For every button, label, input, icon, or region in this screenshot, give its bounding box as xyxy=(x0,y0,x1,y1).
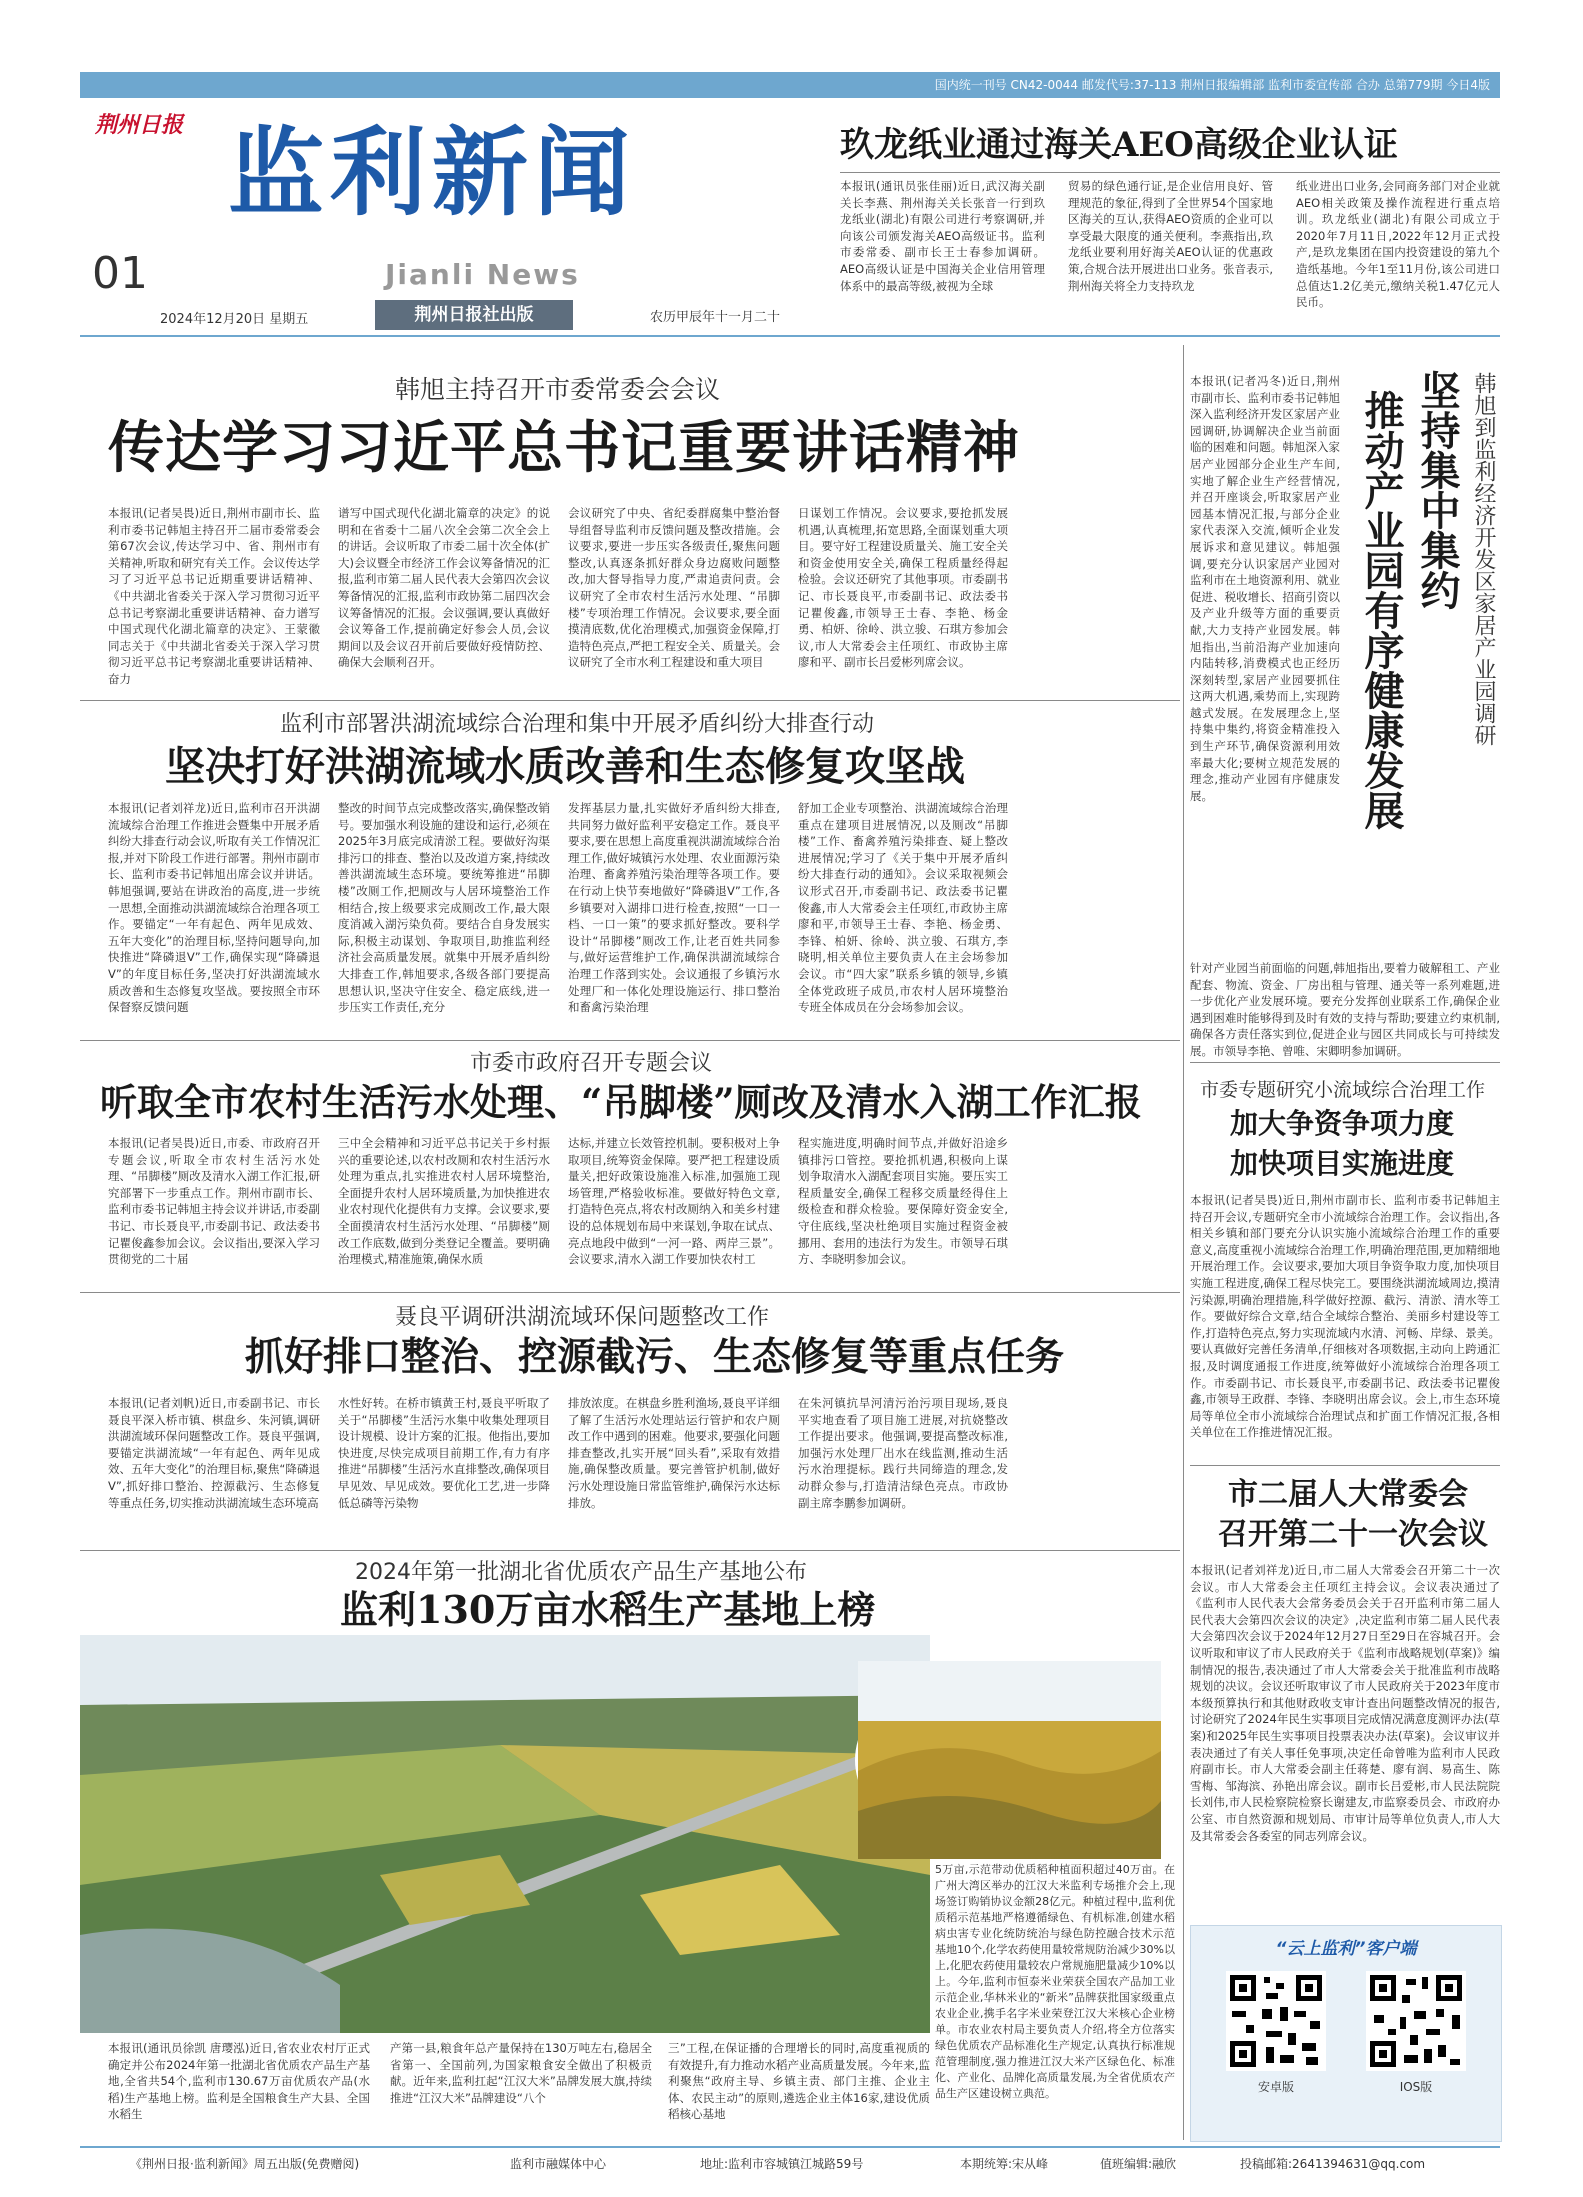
story1-col-3: 会议研究了中央、省纪委群腐集中整治督导组督导监利市反馈问题及整改措施。会议要求,要进一步压实各级责任,聚焦问题整改,认真逐条抓好群众身边腐败问题整改,加大督导指导力度,严肃追责问责。会议研究了全市农村生活污水处理、“吊脚楼”专项治理工作情况。会议要求,要全面摸清底数,优化治理模式,加强资金保障,打造特色亮点,严把工程安全关、质量关。会议研究了全市水利工程建设和重大项目 xyxy=(568,506,780,670)
right-story1-col-2: 针对产业园当前面临的问题,韩旭指出,要着力破解租工、产业配套、物流、资金、厂房出租与管理、通关等一系列难题,进一步优化产业发展环境。要充分发挥创业联系工作,确保企业遇到困难时能够得到及时有效的支持与帮助;要建立约束机制,确保各方责任落实到位,促进企业与园区共同成长与可持续发展。市领导李艳、曾唯、宋卿明参加调研。 xyxy=(1190,961,1500,1058)
footer-coordinator: 本期统筹:宋从峰 xyxy=(960,2157,1049,2171)
story4-headline: 抓好排口整治、控源截污、生态修复等重点任务 xyxy=(245,1334,1065,1380)
story3-bottom-rule xyxy=(80,1292,1180,1293)
footer xyxy=(80,2150,1500,2178)
story4-col-3: 排放浓度。在棋盘乡胜利渔场,聂良平详细了解了生活污水处理站运行管护和农户厕改工作中遇到的困难。他要求,要强化问题排查整改,扎实开展“回头看”,采取有效措施,确保整改质量。要完善管护机制,做好污水处理设施日常监管维护,确保污水达标排放。 xyxy=(568,1396,780,1510)
publisher-badge: 荆州日报社出版 xyxy=(375,300,573,330)
story2-bottom-rule xyxy=(80,1040,1180,1041)
footer-media-center: 监利市融媒体中心 xyxy=(510,2157,607,2171)
story1-kicker: 韩旭主持召开市委常委会会议 xyxy=(395,375,721,404)
story1-col-2: 谱写中国式现代化湖北篇章的决定》的说明和在省委十二届八次全会第二次全会上的讲话。会议听取了市委二届十次全体(扩大)会议暨全市经济工作会议筹备情况的汇报,监利市第二届人民代表大会第四次会议筹备情况的汇报,监利市政协第二届四次会议筹备情况的汇报。会议强调,要认真做好会议筹备工作,提前确定好参会人员,会议期间以及会议召开前后要做好疫情防控、确保大会顺利召开。 xyxy=(338,506,550,670)
qr-pattern-icon xyxy=(1366,1971,1466,2071)
story4-bottom-rule xyxy=(80,1550,1180,1551)
story4-kicker: 聂良平调研洪湖流域环保问题整改工作 xyxy=(395,1305,770,1330)
top-story-headline: 玖龙纸业通过海关AEO高级企业认证 xyxy=(840,125,1398,165)
right-story2-bottom-rule xyxy=(1190,1465,1500,1466)
top-info-bar xyxy=(80,72,1500,98)
right-story2-body: 本报讯(记者吴畏)近日,荆州市副市长、监利市委书记韩旭主持召开会议,专题研究全市小流域综合治理工作。会议指出,各相关乡镇和部门要充分认识实施小流域综合治理工作的重要意义,高度重视小流域综合治理工作,明确治理范围,更加精细地开展治理工作。会议要求,要加大项目争资争取力度,加快项目实施工程进度,确保工程尽快完工。要围绕洪湖流域周边,摸清污染源,明确治理措施,科学做好控源、截污、清淤、清水等工作。要做好综合文章,结合全域综合整治、美丽乡村建设等工作,打造特色亮点,努力实现流域内水清、河畅、岸绿、景美。要认真做好完善任务清单,仔细核对各项数据,主动向上跨通汇报,及时调度通报工作进度,统筹做好小流域综合治理各项工作。市委副书记、市长聂良平,市委副书记、政法委书记瞿俊鑫,市领导王政群、李锋、李晓明出席会议。会上,市生态环境局等单位全市小流域综合治理试点和扩面工作情况汇报,各相关单位在工作推进情况汇报。 xyxy=(1190,1193,1500,1440)
story5-col-4: 5万亩,示范带动优质稻种植面积超过40万亩。在广州大湾区举办的江汉大米监利专场推介会上,现场签订购销协议金额28亿元。种植过程中,监利优质稻示范基地严格遵循绿色、有机标准,创建水稻病虫害专业化统防统治与绿色防控融合技术示范基地10个,化学农药使用量较常规防治减少30%以上,化肥农药使用量较农户常规施肥量减少10%以上。今年,监利市恒泰米业荣获全国农产品加工业示范企业,华林米业的“新米”品牌获批国家级重点农业企业,携手名字米业荣登江汉大米核心企业榜单。市农业农村局主要负责人介绍,将全方位落实绿色优质农产品标准化生产规定,认真执行标准规范管理制度,强力推进江汉大米产区绿色化、标准化、产业化、品牌化高质量发展,为全省优质农产品生产区建设树立典范。 xyxy=(935,1863,1175,2100)
story1-bottom-rule xyxy=(80,700,1180,701)
android-qr-code[interactable] xyxy=(1226,1971,1326,2071)
right-story1-kicker: 韩旭到监利经济开发区家居产业园调研 xyxy=(1471,372,1496,746)
right-story3-headline-1: 市二届人大常委会 xyxy=(1228,1477,1468,1512)
issue-date: 2024年12月20日 星期五 xyxy=(160,312,309,327)
story5-col-1: 本报讯(通讯员徐凯 唐璎泓)近日,省农业农村厅正式确定并公布2024年第一批湖北省优质农产品生产基地,全省共54个,监利市130.67万亩优质农产品(水稻)生产基地上榜。监利是全国粮食生产大县、全国水稻生 xyxy=(108,2041,370,2122)
story5-col-2: 产第一县,粮食年总产量保持在130万吨左右,稳居全省第一、全国前列,为国家粮食安全做出了积极贡献。近年来,监利扛起“江汉大米”品牌发展大旗,持续推进“江汉大米”品牌建设“八个 xyxy=(390,2041,652,2105)
ios-label: IOS版 xyxy=(1399,2080,1433,2094)
right-story3-headline-2: 召开第二十一次会议 xyxy=(1218,1517,1488,1552)
right-column-divider xyxy=(1183,345,1184,2140)
rice-illustration xyxy=(858,1661,1161,1859)
story2-col-4: 舒加工企业专项整治、洪湖流域综合治理重点在建项目进展情况,以及厕改“吊脚楼”工作、畜禽养殖污染排查、疑上整改进展情况;学习了《关于集中开展矛盾纠纷大排查行动的通知》。会议采取视频会议形式召开,市委副书记、政法委书记瞿俊鑫,市人大常委会主任项红,市政协主席廖和平,市领导王士春、李艳、杨金勇、李锋、柏妍、徐岭、洪立骏、石琪方,李晓明,相关单位主要负责人在主会场参加会议。市“四大家”联系乡镇的领导,乡镇全体党政班子成员,市农村人居环境整治专班全体成员在分会场参加会议。 xyxy=(798,801,1008,1015)
ios-qr-code[interactable] xyxy=(1366,1971,1466,2071)
story3-col-4: 程实施进度,明确时间节点,并做好沿途乡镇排污口管控。要抢抓机遇,积极向上谋划争取清水入湖配套项目实施。要压实工程质量安全,确保工程移交质量经得住上级检查和群众检验。要保障好资金安全,守住底线,坚决杜绝项目实施过程资金被挪用、套用的违法行为发生。市领导石琪方、李晓明参加会议。 xyxy=(798,1136,1008,1267)
masthead-title: 监利新闻 xyxy=(228,116,636,229)
right-story3-body: 本报讯(记者刘祥龙)近日,市二届人大常委会召开第二十一次会议。市人大常委会主任项红主持会议。会议表决通过了《监利市人民代表大会常务委员会关于召开监利市第二届人民代表大会第四次会议的决定》,决定监利市第二届人民代表大会第四次会议于2024年12月27日至29日在容城召开。会议听取和审议了市人民政府关于《监利市战略规划(草案)》编制情况的报告,表决通过了市人大常委会关于批准监利市战略规划的决议。会议还听取审议了市人民政府关于2023年度市本级预算执行和其他财政收支审计查出问题整改情况的报告,讨论研究了2024年民生实事项目完成情况满意度测评办法(草案)和2025年民生实事项目投票表决办法(草案)。会议审议并表决通过了有关人事任免事项,决定任命曾唯为监利市人民政府副市长。市人大常委会副主任蒋楚、廖有润、易高生、陈雪梅、邹海滨、孙艳出席会议。副市长吕爱彬,市人民法院院长刘伟,市人民检察院检察长谢建友,市监察委员会、市政府办公室、市自然资源和规划局、市审计局等单位负责人,市人大及其常委会各委室的同志列席会议。 xyxy=(1190,1563,1500,1843)
right-story1-headline-2: 推动产业园有序健康发展 xyxy=(1358,390,1405,830)
masthead-subtitle: Jianli News xyxy=(385,258,580,291)
right-story2-kicker: 市委专题研究小流域综合治理工作 xyxy=(1200,1079,1486,1101)
footer-rule xyxy=(80,2146,1500,2148)
newspaper-logo: 荆州日报 xyxy=(95,112,184,138)
story5-kicker: 2024年第一批湖北省优质农产品生产基地公布 xyxy=(355,1560,807,1585)
top-story-col-2: 贸易的绿色通行证,是企业信用良好、管理规范的象征,得到了全世界54个国家地区海关的互认,获得AEO资质的企业可以享受最大限度的通关便利。李燕指出,玖龙纸业要利用好海关AEO认证的优惠政策,合规合法开展进出口业务。张音表示,荆州海关将全力支持玖龙 xyxy=(1068,179,1273,293)
story4-col-2: 水性好转。在桥市镇黄王村,聂良平听取了关于“吊脚楼”生活污水集中收集处理项目设计规模、设计方案的汇报。他指出,要加快进度,尽快完成项目前期工作,有力有序推进“吊脚楼”生活污水直排整改,确保项目早见效、早见成效。要优化工艺,进一步降低总磷等污染物 xyxy=(338,1396,550,1510)
story3-col-3: 达标,并建立长效管控机制。要积极对上争取项目,统筹资金保障。要严把工程建设质量关,把好政策设施准入标准,加强施工现场管理,严格验收标准。要做好特色文章,打造特色亮点,将农村改厕纳入和美乡村建设的总体规划布局中来谋划,争取在试点、亮点地段中做到“一河一路、两岸三景”。会议要求,清水入湖工作要加快农村工 xyxy=(568,1136,780,1267)
story2-col-3: 发挥基层力量,扎实做好矛盾纠纷大排查,共同努力做好监利平安稳定工作。聂良平要求,要在思想上高度重视洪湖流域综合治理工作,做好城镇污水处理、农业面源污染治理、畜禽养殖污染治理等各项工作。要在行动上快节奏地做好“降磷退V”工作,各乡镇要对入湖排口进行检查,按照“一口一档、一口一策”的要求抓好整改。要科学设计“吊脚楼”厕改工作,让老百姓共同参与,做好运营维护工作,确保洪湖流域综合治理工作落到实处。会议通报了乡镇污水处理厂和一体化处理设施运行、排口整治和畜禽污染治理 xyxy=(568,801,780,1015)
app-download-box xyxy=(1190,1925,1502,2142)
story5-headline: 监利130万亩水稻生产基地上榜 xyxy=(340,1587,876,1632)
story2-col-2: 整改的时间节点完成整改落实,确保整改销号。要加强水利设施的建设和运行,必须在2025年3月底完成清淤工程。要做好沟渠排污口的排查、整治以及改道方案,持续改善洪湖流域生态环境。要统筹推进“吊脚楼”改厕工作,把厕改与人居环境整治工作相结合,按上级要求完成厕改工作,最大限度消减入湖污染负荷。要结合自身发展实际,积极主动谋划、争取项目,助推监利经济社会高质量发展。就集中开展矛盾纠纷大排查工作,韩旭要求,各级各部门要提高思想认识,坚决守住安全、稳定底线,进一步压实工作责任,充分 xyxy=(338,801,550,1015)
story3-col-1: 本报讯(记者吴畏)近日,市委、市政府召开专题会议,听取全市农村生活污水处理、“吊脚楼”厕改及清水入湖工作汇报,研究部署下一步重点工作。荆州市副市长、监利市委书记韩旭主持会议并讲话,市委副书记、市长聂良平,市委副书记、政法委书记瞿俊鑫参加会议。会议指出,要深入学习贯彻党的二十届 xyxy=(108,1136,320,1267)
footer-publication: 《荆州日报·监利新闻》周五出版(免费赠阅) xyxy=(130,2157,360,2171)
footer-email[interactable]: 投稿邮箱:2641394631@qq.com xyxy=(1240,2157,1426,2171)
rice-field-aerial-photo xyxy=(80,1635,930,2033)
story2-kicker: 监利市部署洪湖流域综合治理和集中开展矛盾纠纷大排查行动 xyxy=(280,712,875,737)
top-story-col-1: 本报讯(通讯员张佳丽)近日,武汉海关副关长李燕、荆州海关关长张音一行到玖龙纸业(湖北)有限公司进行考察调研,并向该公司颁发海关AEO高级证书。监利市委常委、副市长王士春参加调研。AEO高级认证是中国海关企业信用管理体系中的最高等级,被视为全球 xyxy=(840,179,1045,293)
story4-col-4: 在朱河镇抗旱河清污治污项目现场,聂良平实地查看了项目施工进展,对抗娆整改工作提出要求。他强调,要提高整改标准,加强污水处理厂出水在线监测,推动生活污水治理提标。践行共同缔造的理念,发动群众参与,打造清洁绿色亮点。市政协副主席李鹏参加调研。 xyxy=(798,1396,1008,1510)
right-story1-bottom-rule xyxy=(1190,1062,1500,1063)
story5-col-3: 三”工程,在保证播的合理增长的同时,高度重视质的有效提升,有力推动水稻产业高质量发展。今年来,监利聚焦“政府主导、乡镇主责、部门主推、企业主体、农民主动”的原则,遴选企业主体16家,建设优质稻核心基地 xyxy=(668,2041,930,2122)
story3-kicker: 市委市政府召开专题会议 xyxy=(470,1051,713,1076)
right-story1-col-1: 本报讯(记者冯冬)近日,荆州市副市长、监利市委书记韩旭深入监利经济开发区家居产业园调研,协调解决企业当前面临的困难和问题。韩旭深入家居产业园部分企业生产车间,实地了解企业生产经营情况,并召开座谈会,听取家居产业园基本情况汇报,与部分企业家代表深入交流,倾听企业发展诉求和意见建议。韩旭强调,要充分认识家居产业园对监利市在土地资源利用、就业促进、税收增长、招商引资以及产业升级等方面的重要贡献,大力支持产业园发展。韩旭指出,当前沿海产业加速向内陆转移,消费模式也正经历深刻转型,家居产业园要抓住这两大机遇,乘势而上,实现跨越式发展。在发展理念上,坚持集中集约,将资金精准投入到生产环节,确保资源利用效率最大化;要树立规范发展的理念,推动产业园有序健康发展。 xyxy=(1190,374,1340,803)
qr-pattern-icon xyxy=(1226,1971,1326,2071)
android-label: 安卓版 xyxy=(1257,2080,1294,2094)
page-number: 01 xyxy=(92,248,148,299)
top-info-text: 国内统一刊号 CN42-0044 邮发代号:37-113 荆州日报编辑部 监利市委宣传部 合办 总第779期 今日4版 xyxy=(934,78,1490,92)
top-story-rule xyxy=(840,172,1500,173)
story4-col-1: 本报讯(记者刘帆)近日,市委副书记、市长聂良平深入桥市镇、棋盘乡、朱河镇,调研洪湖流域环保问题整改工作。聂良平强调,要锚定洪湖流域“一年有起色、两年见成效、五年大变化”的治理目标,聚焦“降磷退V”,抓好排口整治、控源截污、生态修复等重点任务,切实推动洪湖流域生态环境高 xyxy=(108,1396,320,1510)
story3-col-2: 三中全会精神和习近平总书记关于乡村振兴的重要论述,以农村改厕和农村生活污水处理为重点,扎实推进农村人居环境整治,全面提升农村人居环境质量,为加快推进农业农村现代化提供有力支撑。会议要求,要全面摸清农村生活污水处理、“吊脚楼”厕改工作底数,做到分类登记全覆盖。要明确治理模式,精准施策,确保水质 xyxy=(338,1136,550,1267)
app-box-title: “云上监利”客户端 xyxy=(1275,1939,1417,1959)
story1-col-1: 本报讯(记者吴畏)近日,荆州市副市长、监利市委书记韩旭主持召开二届市委常委会第67次会议,传达学习中、省、荆州市有关精神,听取和研究有关工作。会议传达学习了习近平总书记近期重要讲话精神、《中共湖北省委关于深入学习贯彻习近平总书记考察湖北重要讲话精神、奋力谱写中国式现代化湖北篇章的决定》、王蒙徽同志关于《中共湖北省委关于深入学习贯彻习近平总书记考察湖北重要讲话精神、奋力 xyxy=(108,506,320,686)
story3-headline: 听取全市农村生活污水处理、“吊脚楼”厕改及清水入湖工作汇报 xyxy=(100,1080,1142,1124)
lunar-date: 农历甲辰年十一月二十 xyxy=(650,310,781,325)
story2-col-1: 本报讯(记者刘祥龙)近日,监利市召开洪湖流域综合治理工作推进会暨集中开展矛盾纠纷大排查行动会议,听取有关工作情况汇报,并对下阶段工作进行部署。荆州市副市长、监利市委书记韩旭出席会议并讲话。韩旭强调,要站在讲政治的高度,进一步统一思想,全面推动洪湖流域综合治理各项工作。要锚定“一年有起色、两年见成效、五年大变化”的治理目标,坚持问题导向,加快推进“降磷退V”工作,确保实现“降磷退V”的年度目标任务,坚决打好洪湖流域水质改善和生态修复攻坚战。要按照全市环保督察反馈问题 xyxy=(108,801,320,1015)
story2-headline: 坚决打好洪湖流域水质改善和生态修复攻坚战 xyxy=(165,743,965,790)
story1-col-4: 日谋划工作情况。会议要求,要抢抓发展机遇,认真梳理,拓宽思路,全面谋划重大项目。要守好工程建设质量关、施工安全关和资金使用安全关,确保工程质量经得起检验。会议还研究了其他事项。市委副书记、市长聂良平,市委副书记、政法委书记瞿俊鑫,市领导王士春、李艳、杨金勇、柏妍、徐岭、洪立骏、石琪方参加会议,市人大常委会主任项红、市政协主席廖和平、副市长吕爱彬列席会议。 xyxy=(798,506,1008,670)
aerial-photo-illustration xyxy=(80,1635,930,2033)
story1-headline: 传达学习习近平总书记重要讲话精神 xyxy=(108,415,1020,481)
right-story2-headline-1: 加大争资争项力度 xyxy=(1230,1107,1455,1140)
footer-editor: 值班编辑:融欣 xyxy=(1100,2157,1177,2171)
top-story-col-3: 纸业进出口业务,会同商务部门对企业就AEO相关政策及操作流程进行重点培训。玖龙纸业(湖北)有限公司成立于2020年7月11日,2022年12月正式投产,是玖龙集团在国内投资建设的第九个造纸基地。今年1至11月份,该公司进口总值达1.2亿美元,缴纳关税1.47亿元人民币。 xyxy=(1296,179,1500,310)
right-story1-headline-1: 坚持集中集约 xyxy=(1414,370,1461,610)
right-story2-headline-2: 加快项目实施进度 xyxy=(1230,1147,1455,1180)
rice-closeup-photo xyxy=(855,1658,1164,1862)
footer-address: 地址:监利市容城镇江城路59号 xyxy=(700,2157,864,2171)
masthead-divider xyxy=(80,335,1500,337)
